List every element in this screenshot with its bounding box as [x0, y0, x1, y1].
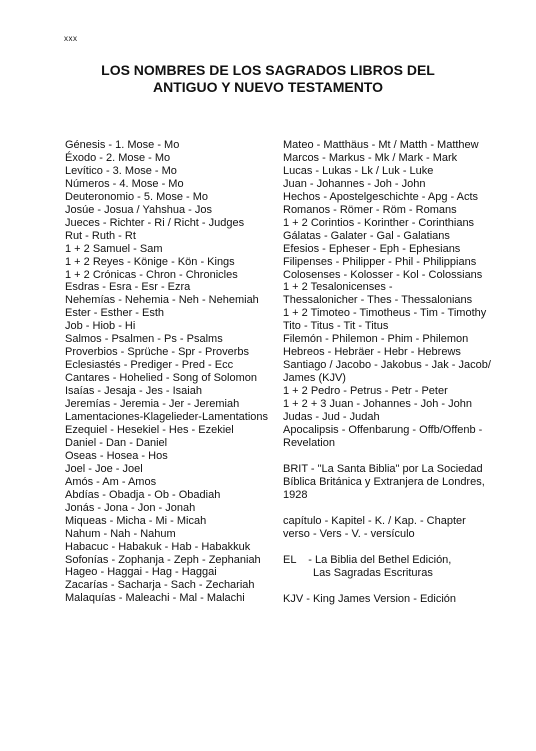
- kjv-note-line: KJV - King James Version - Edición: [283, 592, 457, 605]
- abbreviation-line: capítulo - Kapitel - K. / Kap. - Chapter: [283, 514, 466, 527]
- book-entry: Miqueas - Micha - Mi - Micah: [65, 514, 207, 527]
- book-entry: Sofonías - Zophanja - Zeph - Zephaniah: [65, 553, 261, 566]
- book-entry: Deuteronomio - 5. Mose - Mo: [65, 190, 209, 203]
- book-entry: Gálatas - Galater - Gal - Galatians: [283, 229, 450, 242]
- book-entry: Tito - Titus - Tit - Titus: [283, 320, 389, 333]
- book-entry: Judas - Jud - Judah: [283, 411, 380, 424]
- book-entry: 1 + 2 Tesalonicenses -: [283, 281, 393, 294]
- book-entry: Mateo - Matthäus - Mt / Matth - Matthew: [283, 139, 479, 151]
- book-entry: Hechos - Apostelgeschichte - Apg - Acts: [283, 190, 479, 203]
- book-entry: Josúe - Josua / Yahshua - Jos: [65, 203, 212, 216]
- book-entry: 1 + 2 Reyes - Könige - Kön - Kings: [65, 255, 235, 268]
- book-entry: Lucas - Lukas - Lk / Luk - Luke: [283, 164, 434, 177]
- book-entry: Santiago / Jacobo - Jakobus - Jak - Jacob/: [283, 359, 491, 372]
- book-entry: 1 + 2 Crónicas - Chron - Chronicles: [65, 268, 238, 281]
- book-entry: 1 + 2 Pedro - Petrus - Petr - Peter: [283, 385, 448, 398]
- new-testament-list: [283, 139, 493, 606]
- title-line-2: ANTIGUO Y NUEVO TESTAMENTO: [153, 79, 383, 95]
- book-entry: Ezequiel - Hesekiel - Hes - Ezekiel: [65, 423, 234, 436]
- book-entry: Malaquías - Maleachi - Mal - Malachi: [65, 592, 245, 605]
- book-entry: Lamentaciones-Klagelieder-Lamentations: [65, 411, 269, 424]
- book-entry: Jeremías - Jeremia - Jer - Jeremiah: [65, 398, 240, 411]
- book-entry: Apocalipsis - Offenbarung - Offb/Offenb -: [283, 423, 483, 436]
- book-entry: Esdras - Esra - Esr - Ezra: [65, 281, 191, 294]
- el-note-line: EL - La Biblia del Bethel Edición,: [283, 553, 452, 566]
- book-entry: Daniel - Dan - Daniel: [65, 436, 168, 449]
- title-line-1: LOS NOMBRES DE LOS SAGRADOS LIBROS DEL: [101, 62, 435, 78]
- book-entry: Isaías - Jesaja - Jes - Isaiah: [65, 385, 202, 398]
- book-entry: Jueces - Richter - Ri / Richt - Judges: [65, 216, 245, 229]
- book-entry: Abdías - Obadja - Ob - Obadiah: [65, 488, 221, 501]
- book-entry: Job - Hiob - Hi: [65, 320, 136, 333]
- el-note: [283, 554, 493, 580]
- book-entry: Revelation: [283, 436, 335, 449]
- abbreviation-note: [283, 515, 493, 541]
- book-entry: Hageo - Haggai - Hag - Haggai: [65, 566, 217, 579]
- book-entry: Efesios - Epheser - Eph - Ephesians: [283, 242, 461, 255]
- brit-note-line: Bíblica Británica y Extranjera de Londres,: [283, 475, 485, 488]
- book-entry: Génesis - 1. Mose - Mo: [65, 139, 180, 151]
- book-entry: Thessalonicher - Thes - Thessalonians: [283, 294, 473, 307]
- book-entry: Filipenses - Philipper - Phil - Philippians: [283, 255, 477, 268]
- book-entry: 1 + 2 Corintios - Korinther - Corinthians: [283, 216, 475, 229]
- book-entry: 1 + 2 + 3 Juan - Johannes - Joh - John: [283, 398, 472, 411]
- book-entry: Éxodo - 2. Mose - Mo: [65, 151, 171, 164]
- book-entry: James (KJV): [283, 372, 346, 385]
- book-entry: Eclesiastés - Prediger - Pred - Ecc: [65, 359, 234, 372]
- brit-note: [283, 463, 493, 502]
- old-testament-list: [65, 139, 271, 605]
- book-entry: Ester - Esther - Esth: [65, 307, 165, 320]
- book-entry: 1 + 2 Samuel - Sam: [65, 242, 163, 255]
- abbreviation-line: verso - Vers - V. - versículo: [283, 527, 415, 540]
- book-entry: Romanos - Römer - Röm - Romans: [283, 203, 457, 216]
- book-entry: Nahum - Nah - Nahum: [65, 527, 176, 540]
- book-entry: Hebreos - Hebräer - Hebr - Hebrews: [283, 346, 461, 359]
- book-entry: 1 + 2 Timoteo - Timotheus - Tim - Timothy: [283, 307, 487, 320]
- book-entry: Filemón - Philemon - Phim - Philemon: [283, 333, 469, 346]
- book-entry: Oseas - Hosea - Hos: [65, 449, 168, 462]
- book-entry: Cantares - Hohelied - Song of Solomon: [65, 372, 257, 385]
- book-entry: Salmos - Psalmen - Ps - Psalms: [65, 333, 223, 346]
- book-entry: Habacuc - Habakuk - Hab - Habakkuk: [65, 540, 251, 553]
- page-title: [0, 62, 536, 96]
- book-entry: Levítico - 3. Mose - Mo: [65, 164, 177, 177]
- page-number: xxx: [64, 34, 78, 43]
- book-entry: Joel - Joe - Joel: [65, 462, 143, 475]
- book-entry: Nehemías - Nehemia - Neh - Nehemiah: [65, 294, 259, 307]
- book-entry: Marcos - Markus - Mk / Mark - Mark: [283, 151, 458, 164]
- el-note-line: Las Sagradas Escrituras: [313, 566, 433, 579]
- book-entry: Jonás - Jona - Jon - Jonah: [65, 501, 196, 514]
- kjv-note: [283, 593, 493, 606]
- book-entry: Colosenses - Kolosser - Kol - Colossians: [283, 268, 483, 281]
- book-entry: Rut - Ruth - Rt: [65, 229, 136, 242]
- book-entry: Proverbios - Sprüche - Spr - Proverbs: [65, 346, 250, 359]
- brit-note-line: 1928: [283, 488, 308, 501]
- new-testament-books: [283, 139, 493, 450]
- book-entry: Amós - Am - Amos: [65, 475, 157, 488]
- brit-note-line: BRIT - "La Santa Biblia" por La Sociedad: [283, 462, 483, 475]
- book-entry: Números - 4. Mose - Mo: [65, 177, 184, 190]
- book-entry: Zacarías - Sacharja - Sach - Zechariah: [65, 579, 255, 592]
- book-entry: Juan - Johannes - Joh - John: [283, 177, 426, 190]
